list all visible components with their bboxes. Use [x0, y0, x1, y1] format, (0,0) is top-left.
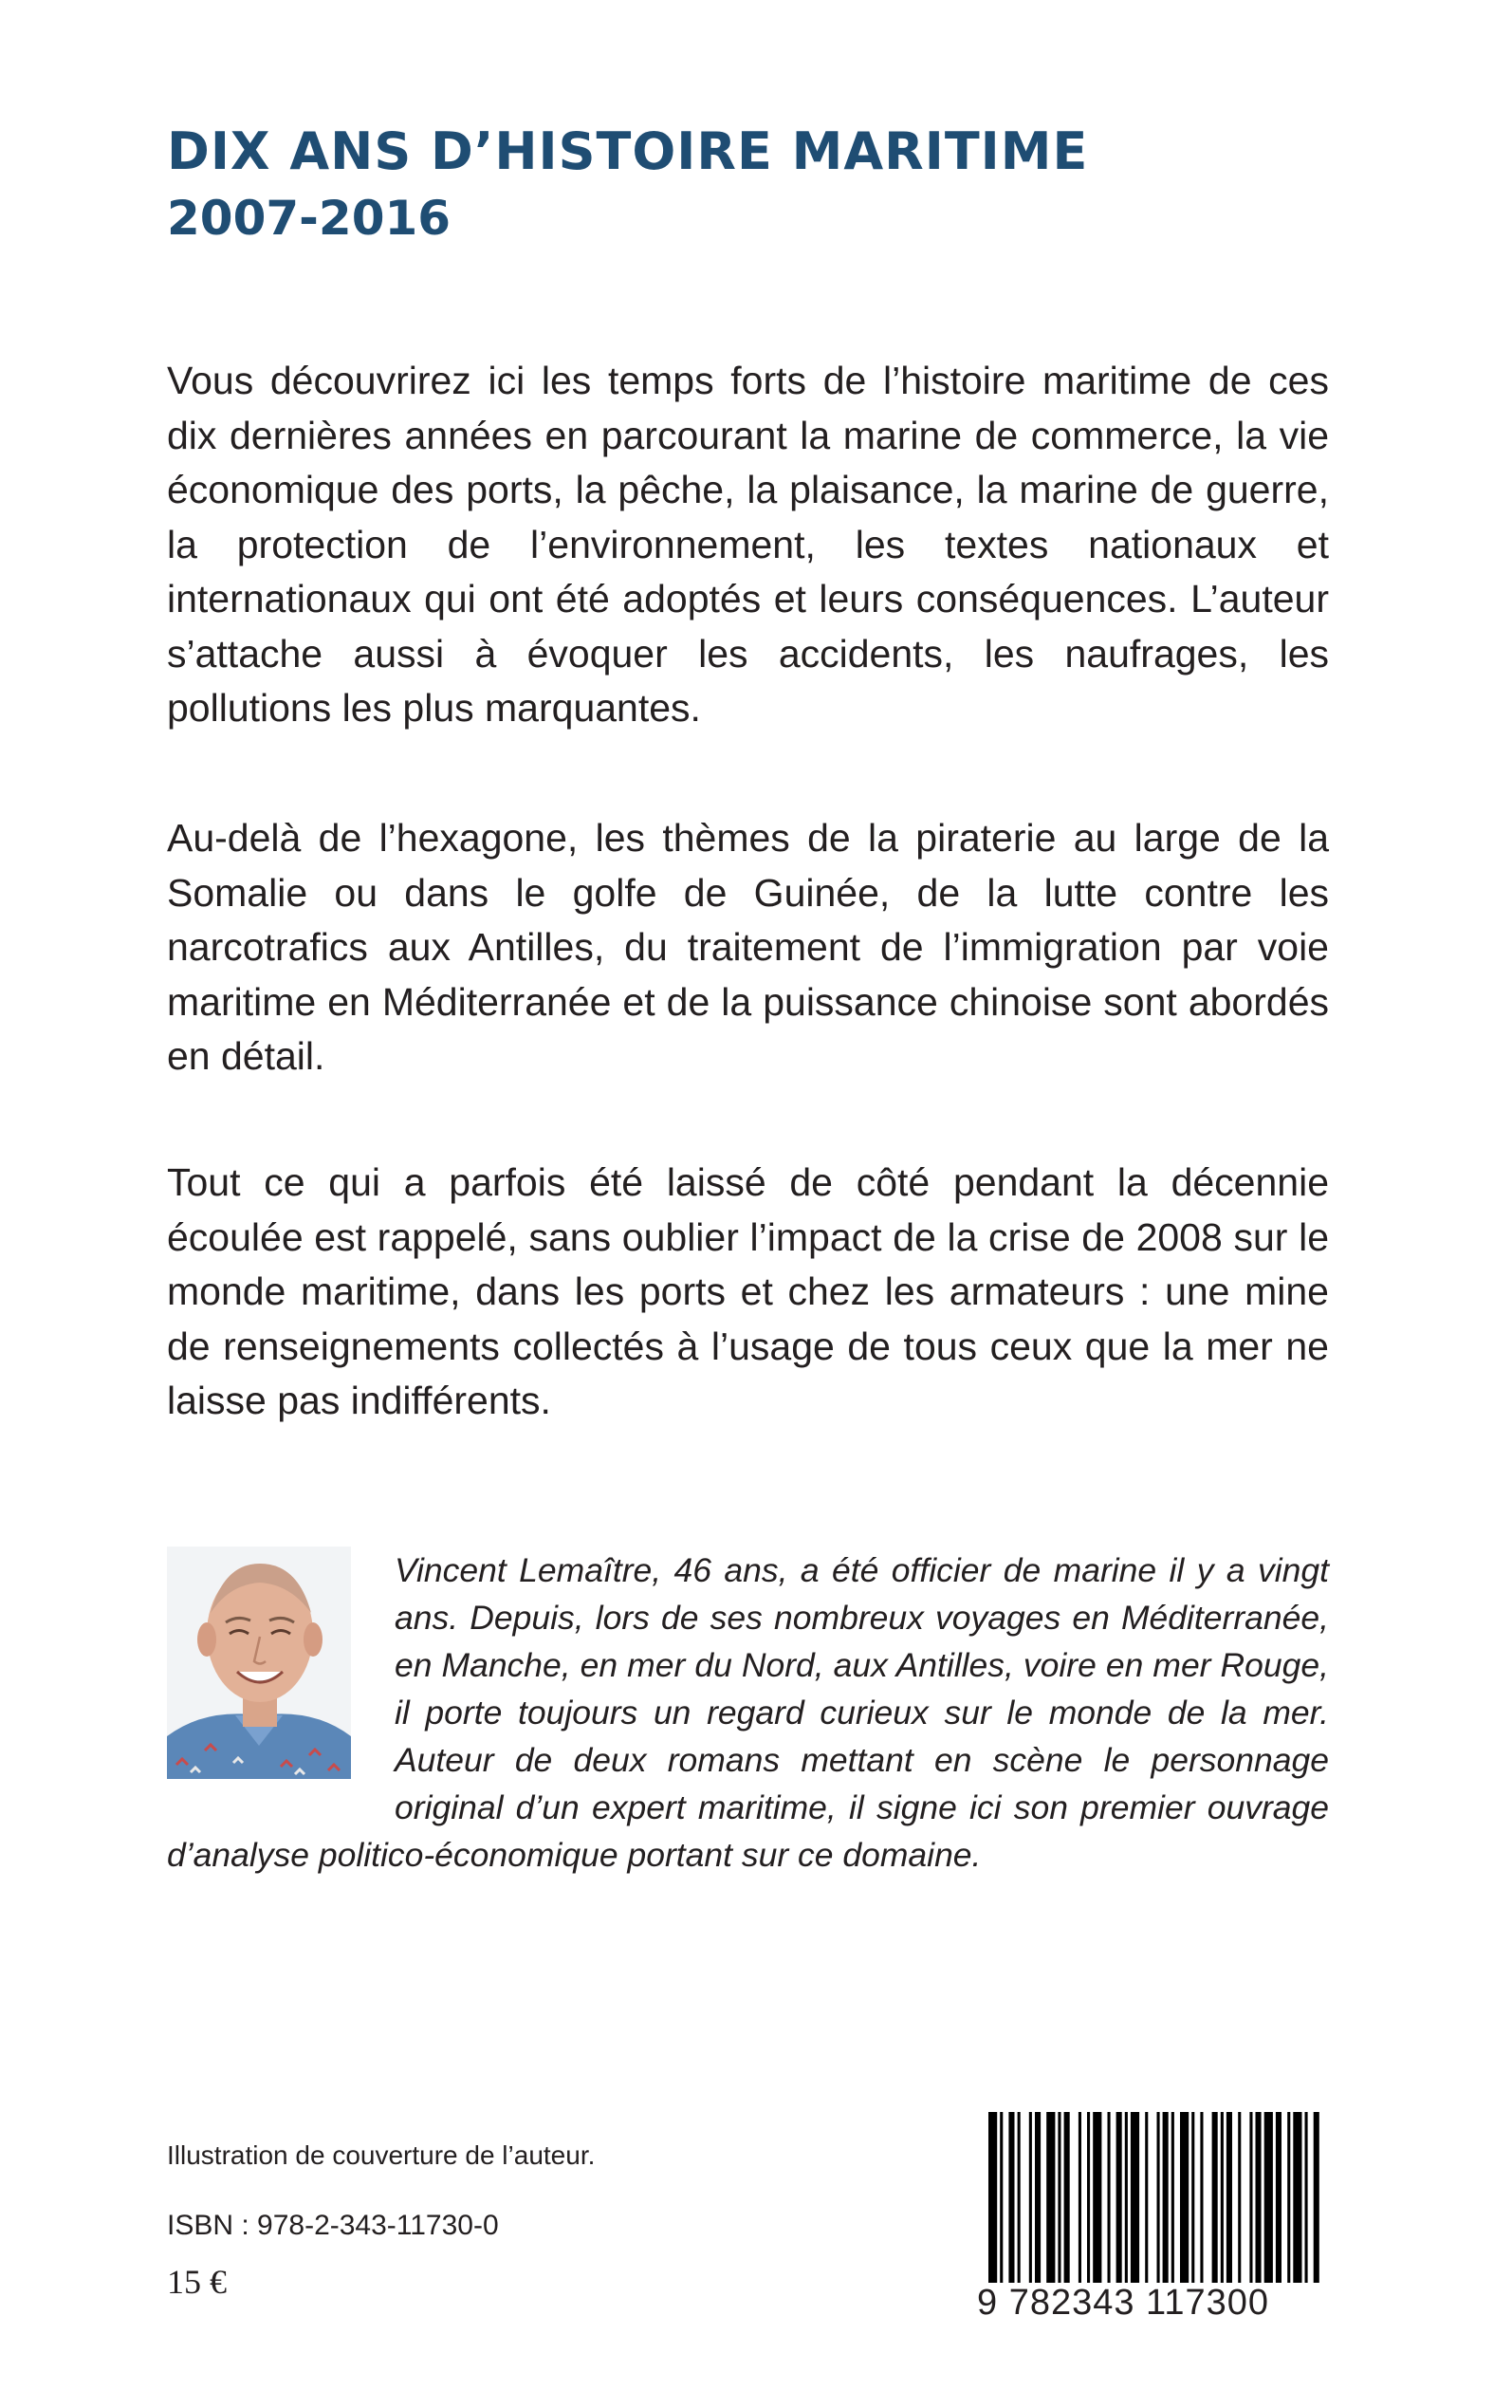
barcode-bar [1226, 2112, 1232, 2283]
barcode-bar [1287, 2112, 1290, 2283]
barcode-bar [1314, 2112, 1319, 2283]
author-bio: Vincent Lemaître, 46 ans, a été officier de marine il y a vingt ans. Depuis, lors de ses nombreux voyages en Méditerranée, en Manche, en mer du Nord, aux Antilles, voire en mer Rouge, il porte toujours un regard curieux sur le monde de la mer. Auteur de deux romans mettant en scène le personnage original d’un expert maritime, il signe ici son premier ouvrage d’analyse politico-économique portant sur ce domaine. [167, 1551, 1329, 1874]
summary-paragraph-3: Tout ce qui a parfois été laissé de côté pendant la décennie écoulée est rappelé, sans oublier l’impact de la crise de 2008 sur le monde maritime, dans les ports et chez les armateurs : une mine de renseignements collectés à l’usage de tous ceux que la mer ne laisse pas indifférents. [167, 1160, 1329, 1422]
price: 15 € [167, 2263, 227, 2301]
barcode-bar [1212, 2112, 1218, 2283]
barcode-bar [1116, 2112, 1122, 2283]
barcode-bar [1180, 2112, 1189, 2283]
barcode-bar [1093, 2112, 1101, 2283]
barcode-bar [1131, 2112, 1139, 2283]
barcode-bar [1108, 2112, 1111, 2283]
barcode-bar [1087, 2112, 1090, 2283]
barcode-bar [988, 2112, 997, 2283]
author-portrait-image [167, 1547, 351, 1779]
barcode-bar [1046, 2112, 1055, 2283]
barcode-bar [1221, 2112, 1224, 2283]
barcode-bar [1256, 2112, 1262, 2283]
barcode-bar [1293, 2112, 1301, 2283]
barcode-bar [1035, 2112, 1041, 2283]
barcode-bar [1029, 2112, 1032, 2283]
barcode-bar [1064, 2112, 1070, 2283]
isbn-barcode [977, 2112, 1326, 2323]
cover-illustration-credit: Illustration de couverture de l’auteur. [167, 2140, 596, 2170]
summary-paragraph-2: Au-delà de l’hexagone, les thèmes de la piraterie au large de la Somalie ou dans le golfe de Guinée, de la lutte contre les narcotrafics aux Antilles, du traitement de l’immigration par voie maritime en Méditerranée et de la puissance chinoise sont abordés en détail. [167, 816, 1329, 1078]
barcode-bar [1163, 2112, 1169, 2283]
barcode-bar [1238, 2112, 1241, 2283]
barcode-bars [977, 2112, 1326, 2285]
barcode-bar [1157, 2112, 1160, 2283]
barcode-number: 9 782343 117300 [977, 2285, 1326, 2321]
barcode-bar [1249, 2112, 1252, 2283]
barcode-bar [1145, 2112, 1148, 2283]
barcode-bar [1125, 2112, 1128, 2283]
barcode-bar [1264, 2112, 1273, 2283]
barcode-bar [1191, 2112, 1194, 2283]
author-section [167, 1547, 1329, 1879]
barcode-bar [1018, 2112, 1021, 2283]
book-title: DIX ANS D’HISTOIRE MARITIME [167, 121, 1089, 181]
barcode-bar [1058, 2112, 1060, 2283]
barcode-bar [1305, 2112, 1308, 2283]
book-years: 2007-2016 [167, 191, 452, 246]
barcode-bar [1276, 2112, 1282, 2283]
barcode-bar [1000, 2112, 1003, 2283]
isbn: ISBN : 978-2-343-11730-0 [167, 2210, 499, 2241]
barcode-bar [1008, 2112, 1014, 2283]
barcode-bar [1079, 2112, 1081, 2283]
barcode-bar [1200, 2112, 1203, 2283]
barcode-bar [1171, 2112, 1174, 2283]
summary-paragraph-1: Vous découvrirez ici les temps forts de l’histoire maritime de ces dix dernières années en parcourant la marine de commerce, la vie économique des ports, la pêche, la plaisance, la marine de guerre, la protection de l’environnement, les textes nationaux et internationaux qui ont été adoptés et leurs conséquences. L’auteur s’attache aussi à évoquer les accidents, les naufrages, les pollutions les plus marquantes. [167, 359, 1329, 730]
author-photo [167, 1547, 351, 1779]
